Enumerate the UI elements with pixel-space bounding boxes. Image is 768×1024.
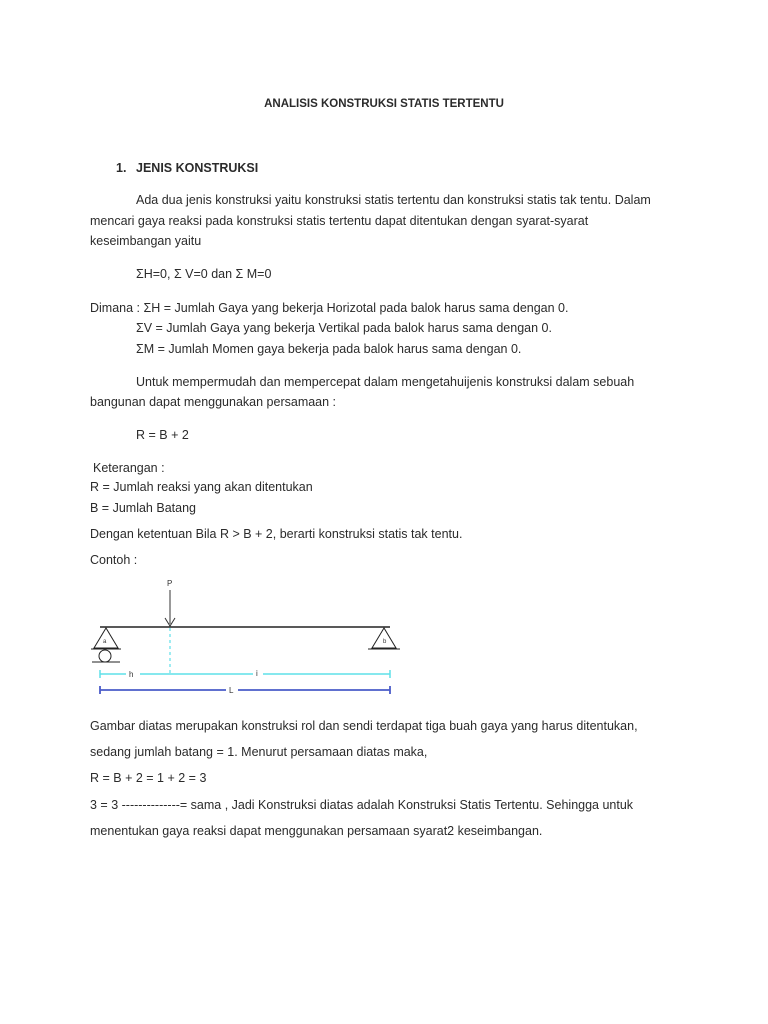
document-title: ANALISIS KONSTRUKSI STATIS TERTENTU	[264, 98, 504, 110]
left-support-label: a	[103, 639, 107, 645]
section-heading: JENIS KONSTRUKSI	[136, 161, 259, 175]
keterangan-r: R = Jumlah reaksi yang akan ditentukan	[90, 480, 313, 494]
left-support-triangle	[94, 628, 118, 648]
right-support-triangle	[372, 628, 396, 648]
roller-icon	[99, 650, 111, 662]
i-label-mask	[253, 668, 263, 678]
keterangan-heading: Keterangan :	[93, 461, 165, 475]
load-label: P	[167, 579, 173, 588]
dimana-line-3: ΣM = Jumlah Momen gaya bekerja pada balok harus sama dengan 0.	[136, 342, 522, 356]
beam-diagram	[90, 578, 410, 698]
paragraph-1-line-3: keseimbangan yaitu	[90, 234, 202, 248]
calculation-equation: R = B + 2 = 1 + 2 = 3	[90, 771, 207, 785]
dimension-L-label: L	[229, 686, 234, 695]
condition-text: Dengan ketentuan Bila R > B + 2, berarti konstruksi statis tak tentu.	[90, 527, 463, 541]
paragraph-3-line-1: Gambar diatas merupakan konstruksi rol dan sendi terdapat tiga buah gaya yang harus ditentukan,	[90, 719, 638, 733]
formula-equation: R = B + 2	[136, 428, 189, 442]
paragraph-1-line-1: Ada dua jenis konstruksi yaitu konstruksi statis tertentu dan konstruksi statis tak tentu. Dalam	[136, 193, 651, 207]
right-support-label: b	[383, 639, 387, 645]
dimana-line-1: Dimana : ΣH = Jumlah Gaya yang bekerja Horizotal pada balok harus sama dengan 0.	[90, 301, 569, 315]
conclusion-line-1: 3 = 3 --------------= sama , Jadi Konstruksi diatas adalah Konstruksi Statis Tertentu. Sehingga untuk	[90, 798, 634, 812]
paragraph-1-line-2: mencari gaya reaksi pada konstruksi statis tertentu dapat ditentukan dengan syarat-syarat	[90, 214, 589, 228]
paragraph-2-line-1: Untuk mempermudah dan mempercepat dalam mengetahuijenis konstruksi dalam sebuah	[136, 375, 635, 389]
section-number: 1.	[116, 161, 127, 175]
dimension-h-label: h	[129, 670, 134, 679]
paragraph-3-line-2: sedang jumlah batang = 1. Menurut persamaan diatas maka,	[90, 745, 428, 759]
dimension-i-label: i	[256, 669, 258, 678]
dimana-line-2: ΣV = Jumlah Gaya yang bekerja Vertikal pada balok harus sama dengan 0.	[136, 321, 552, 335]
keterangan-b: B = Jumlah Batang	[90, 501, 196, 515]
paragraph-2-line-2: bangunan dapat menggunakan persamaan :	[90, 395, 337, 409]
contoh-label: Contoh :	[90, 553, 138, 567]
equilibrium-equation: ΣH=0, Σ V=0 dan Σ M=0	[136, 267, 272, 281]
conclusion-line-2: menentukan gaya reaksi dapat menggunakan persamaan syarat2 keseimbangan.	[90, 824, 543, 838]
